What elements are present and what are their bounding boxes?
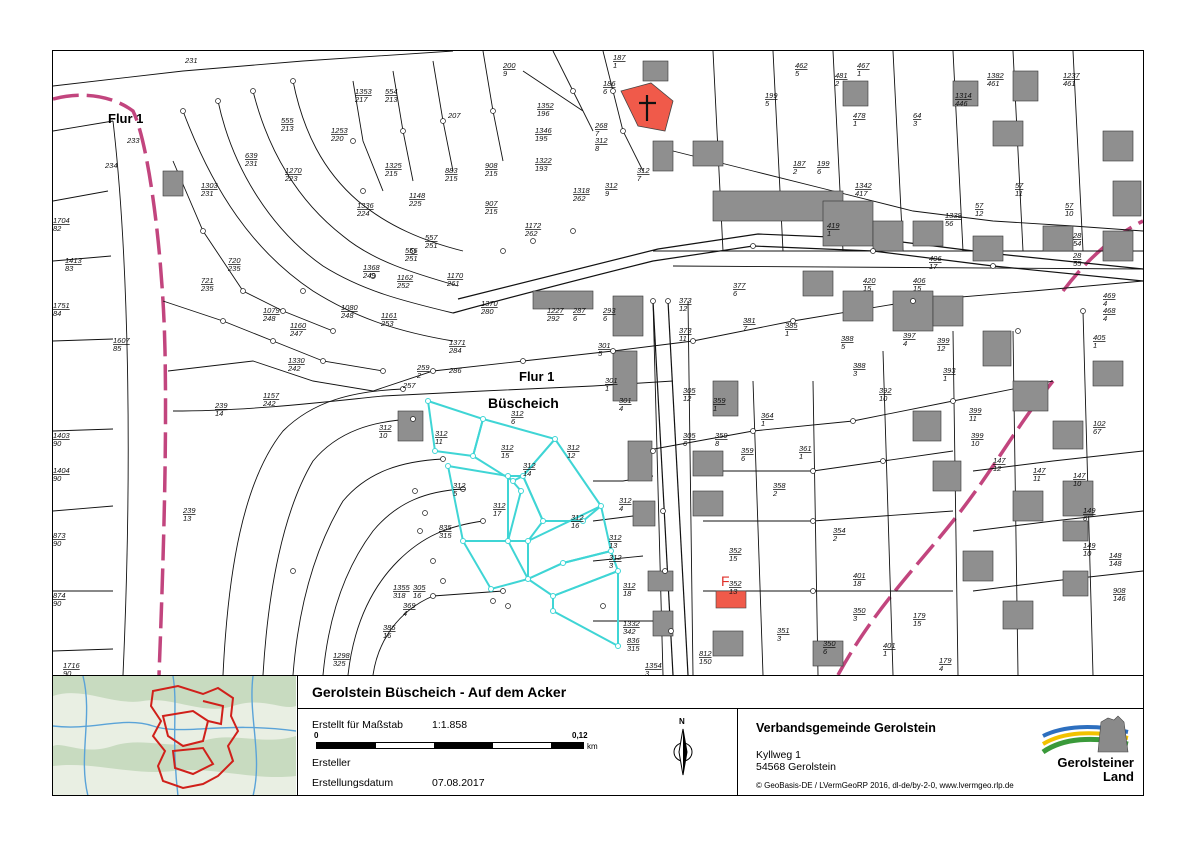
parcel-label: 1352 196 [537, 101, 554, 118]
north-arrow [668, 717, 698, 777]
parcel-label: 359 6 [741, 446, 754, 463]
parcel-label: 1404 90 [53, 466, 70, 483]
parcel-label: 874 90 [53, 591, 66, 608]
parcel-label: 1368 249 [363, 263, 380, 280]
parcel-label: 721 235 [201, 276, 214, 293]
parcel-label: 312 15 [501, 443, 514, 460]
address-line-2: 54568 Gerolstein [756, 761, 836, 773]
parcel-label: 420 15 [863, 276, 876, 293]
parcel-label: 301 4 [619, 396, 632, 413]
parcel-label: 231 [185, 56, 198, 65]
scale-bar-start: 0 [314, 731, 319, 740]
parcel-label: 1353 217 [355, 87, 372, 104]
logo-line-1: Gerolsteiner [1057, 755, 1134, 770]
parcel-label: 1330 242 [288, 356, 305, 373]
parcel-label: 147 11 [1033, 466, 1046, 483]
parcel-label: 393 1 [943, 366, 956, 383]
parcel-label: 305 6 [683, 431, 696, 448]
parcel-label: 1161 253 [381, 311, 398, 328]
date-label: Erstellungsdatum [312, 777, 394, 789]
parcel-label: 312 13 [609, 533, 622, 550]
parcel-label: 1080 248 [341, 303, 358, 320]
parcel-label: 386 16 [383, 623, 396, 640]
parcel-label: 399 11 [969, 406, 982, 423]
parcel-label: 462 5 [795, 61, 808, 78]
scale-bar-unit: km [587, 742, 598, 751]
parcel-label: 301 1 [605, 376, 618, 393]
parcel-label: 351 3 [777, 626, 790, 643]
parcel-label: 1237 461 [1063, 71, 1080, 88]
parcel-label: 354 2 [833, 526, 846, 543]
author-label: Ersteller [312, 757, 351, 769]
parcel-label: 1332 342 [623, 619, 640, 636]
parcel-label: 312 16 [571, 513, 584, 530]
parcel-label: 312 9 [605, 181, 618, 198]
parcel-label: 358 2 [773, 481, 786, 498]
address-line-1: Kyllweg 1 [756, 749, 801, 761]
parcel-label: 1298 325 [333, 651, 350, 668]
parcel-label: 373 11 [679, 326, 692, 343]
parcel-label: 1346 195 [535, 126, 552, 143]
parcel-label: 812 150 [699, 649, 712, 666]
parcel-label: 1382 461 [987, 71, 1004, 88]
map-title-cell [298, 676, 1143, 709]
parcel-label: 239 13 [183, 506, 196, 523]
parcel-label: 468 4 [1103, 306, 1116, 323]
parcel-label: 301 5 [598, 341, 611, 358]
parcel-label: 233 [127, 136, 140, 145]
parcel-label: 293 6 [603, 306, 616, 323]
parcel-label: 1336 224 [357, 201, 374, 218]
parcel-label: 1148 225 [409, 191, 426, 208]
north-label: N [679, 717, 685, 726]
parcel-label: 257 [403, 381, 416, 390]
locality-label: Büscheich [488, 395, 559, 411]
parcel-label: 312 11 [435, 429, 448, 446]
parcel-label: 149 6 [1083, 506, 1096, 523]
parcel-label: 179 15 [913, 611, 926, 628]
parcel-label: 350 6 [823, 639, 836, 656]
parcel-label: 28 54 [1073, 231, 1082, 248]
parcel-label: 364 1 [761, 411, 774, 428]
parcel-label: 397 4 [903, 331, 916, 348]
parcel-label: 1355 318 [393, 583, 410, 600]
parcel-label: 1370 280 [481, 299, 498, 316]
scale-value: 1:1.858 [432, 719, 468, 731]
parcel-label: 478 1 [853, 111, 866, 128]
parcel-label: 312 17 [493, 501, 506, 518]
parcel-label: 102 67 [1093, 419, 1106, 436]
parcel-label: 1314 446 [955, 91, 972, 108]
logo-line-2: Land [1102, 769, 1134, 784]
parcel-label: 401 18 [853, 571, 866, 588]
parcel-label: 1751 84 [53, 301, 70, 318]
parcel-label: 359 1 [713, 396, 726, 413]
parcel-label: 406 17 [929, 254, 942, 271]
parcel-label: 259 2 [417, 363, 430, 380]
parcel-label: 557 251 [425, 233, 438, 250]
scale-label: Erstellt für Maßstab [312, 719, 404, 731]
parcel-label: 286 [449, 366, 462, 375]
parcel-label: 1318 262 [573, 186, 590, 203]
parcel-label: 1338 56 [945, 211, 962, 228]
parcel-label: 312 8 [595, 136, 608, 153]
parcel-label: 388 3 [853, 361, 866, 378]
marker-f-label: F [721, 573, 730, 589]
parcel-label: 207 [448, 111, 461, 120]
parcel-label: 836 315 [627, 636, 640, 653]
map-info-cell [298, 709, 738, 796]
parcel-label: 556 251 [405, 246, 418, 263]
parcel-label: 1170 261 [447, 271, 464, 288]
parcel-label: 399 10 [971, 431, 984, 448]
parcel-label: 1413 83 [65, 256, 82, 273]
parcel-label: 312 14 [523, 461, 536, 478]
parcel-label: 883 215 [445, 166, 458, 183]
parcel-label: 469 4 [1103, 291, 1116, 308]
parcel-label: 1325 215 [385, 161, 402, 178]
parcel-label: 148 148 [1109, 551, 1122, 568]
parcel-label: 1607 85 [113, 336, 130, 353]
parcel-label: 419 1 [827, 221, 840, 238]
parcel-label: 405 1 [1093, 333, 1106, 350]
parcel-label: 350 3 [853, 606, 866, 623]
parcel-label: 392 10 [879, 386, 892, 403]
parcel-label: 187 2 [793, 159, 806, 176]
parcel-label: 149 10 [1083, 541, 1096, 558]
parcel-label: 352 13 [729, 579, 742, 596]
parcel-label: 199 6 [817, 159, 830, 176]
parcel-label: 64 3 [913, 111, 922, 128]
flur-label-left: Flur 1 [108, 111, 144, 126]
scale-bar [316, 742, 584, 749]
parcel-label: 1716 90 [63, 661, 80, 675]
parcel-label: 555 213 [281, 116, 294, 133]
parcel-label: 399 12 [937, 336, 950, 353]
parcel-label: 28 55 [1073, 251, 1082, 268]
parcel-label: 57 12 [975, 201, 984, 218]
parcel-label: 187 1 [613, 53, 626, 70]
parcel-label: 406 15 [913, 276, 926, 293]
parcel-label: 234 [105, 161, 118, 170]
parcel-label: 305 16 [413, 583, 426, 600]
parcel-label: 388 5 [841, 334, 854, 351]
organisation-cell [738, 709, 1143, 796]
parcel-label: 1157 242 [263, 391, 280, 408]
parcel-label: 1270 223 [285, 166, 302, 183]
parcel-label: 57 10 [1065, 201, 1074, 218]
parcel-label: 373 12 [679, 296, 692, 313]
parcel-label: 1162 252 [397, 273, 414, 290]
parcel-label: 1227 292 [547, 306, 564, 323]
parcel-label: 57 11 [1015, 181, 1024, 198]
parcel-label: 908 215 [485, 161, 498, 178]
parcel-label: 179 4 [939, 656, 952, 673]
parcel-label: 312 4 [619, 496, 632, 513]
parcel-label: 481 2 [835, 71, 848, 88]
parcel-label: 147 10 [1073, 471, 1086, 488]
parcel-label: 720 235 [228, 256, 241, 273]
scale-bar-end: 0,12 [572, 731, 588, 740]
parcel-label: 361 1 [799, 444, 812, 461]
parcel-label: 268 7 [595, 121, 608, 138]
org-name: Verbandsgemeinde Gerolstein [756, 721, 936, 735]
parcel-label: 312 10 [379, 423, 392, 440]
parcel-label: 835 315 [439, 523, 452, 540]
parcel-label: 377 6 [733, 281, 746, 298]
flur-label-center: Flur 1 [519, 369, 555, 384]
map-sheet [52, 50, 1144, 796]
parcel-label: 239 14 [215, 401, 228, 418]
map-legend [53, 675, 1143, 796]
parcel-label: 312 5 [453, 481, 466, 498]
parcel-label: 381 7 [743, 316, 756, 333]
parcel-label: 312 7 [637, 166, 650, 183]
parcel-label: 359 8 [715, 431, 728, 448]
parcel-label: 287 6 [573, 306, 586, 323]
parcel-label: 401 1 [883, 641, 896, 658]
parcel-label: 369 4 [403, 601, 416, 618]
parcel-label: 1172 262 [525, 221, 542, 238]
parcel-label: 200 9 [503, 61, 516, 78]
parcel-label: 312 3 [609, 553, 622, 570]
parcel-label: 639 231 [245, 151, 258, 168]
parcel-label: 1253 220 [331, 126, 348, 143]
parcel-label: 907 215 [485, 199, 498, 216]
brand-logo [1038, 714, 1138, 794]
parcel-label: 305 12 [683, 386, 696, 403]
map-title: Gerolstein Büscheich - Auf dem Acker [312, 684, 567, 700]
overview-map [53, 676, 298, 796]
parcel-label: 908 146 [1113, 586, 1126, 603]
parcel-label: 352 15 [729, 546, 742, 563]
parcel-label: 385 1 [785, 321, 798, 338]
parcel-label: 1303 231 [201, 181, 218, 198]
parcel-label: 1160 247 [290, 321, 307, 338]
parcel-label: 873 90 [53, 531, 66, 548]
copyright-note: © GeoBasis-DE / LVermGeoRP 2016, dl-de/by-2-0, www.lvermgeo.rlp.de [756, 781, 1014, 790]
parcel-label: 312 6 [511, 409, 524, 426]
parcel-label: 1322 193 [535, 156, 552, 173]
parcel-label: 312 12 [567, 443, 580, 460]
parcel-label: 1342 417 [855, 181, 872, 198]
parcel-label: 1354 3 [645, 661, 662, 675]
parcel-label: 186 6 [603, 79, 616, 96]
parcel-label: 1371 284 [449, 338, 466, 355]
parcel-label: 147 12 [993, 456, 1006, 473]
parcel-label: 199 5 [765, 91, 778, 108]
parcel-label: 554 213 [385, 87, 398, 104]
parcel-label: 1079 248 [263, 306, 280, 323]
parcel-label: 312 18 [623, 581, 636, 598]
date-value: 07.08.2017 [432, 777, 485, 789]
parcel-label: 1704 82 [53, 216, 70, 233]
parcel-label: 1403 90 [53, 431, 70, 448]
cadastral-map[interactable] [53, 51, 1143, 675]
parcel-label: 467 1 [857, 61, 870, 78]
